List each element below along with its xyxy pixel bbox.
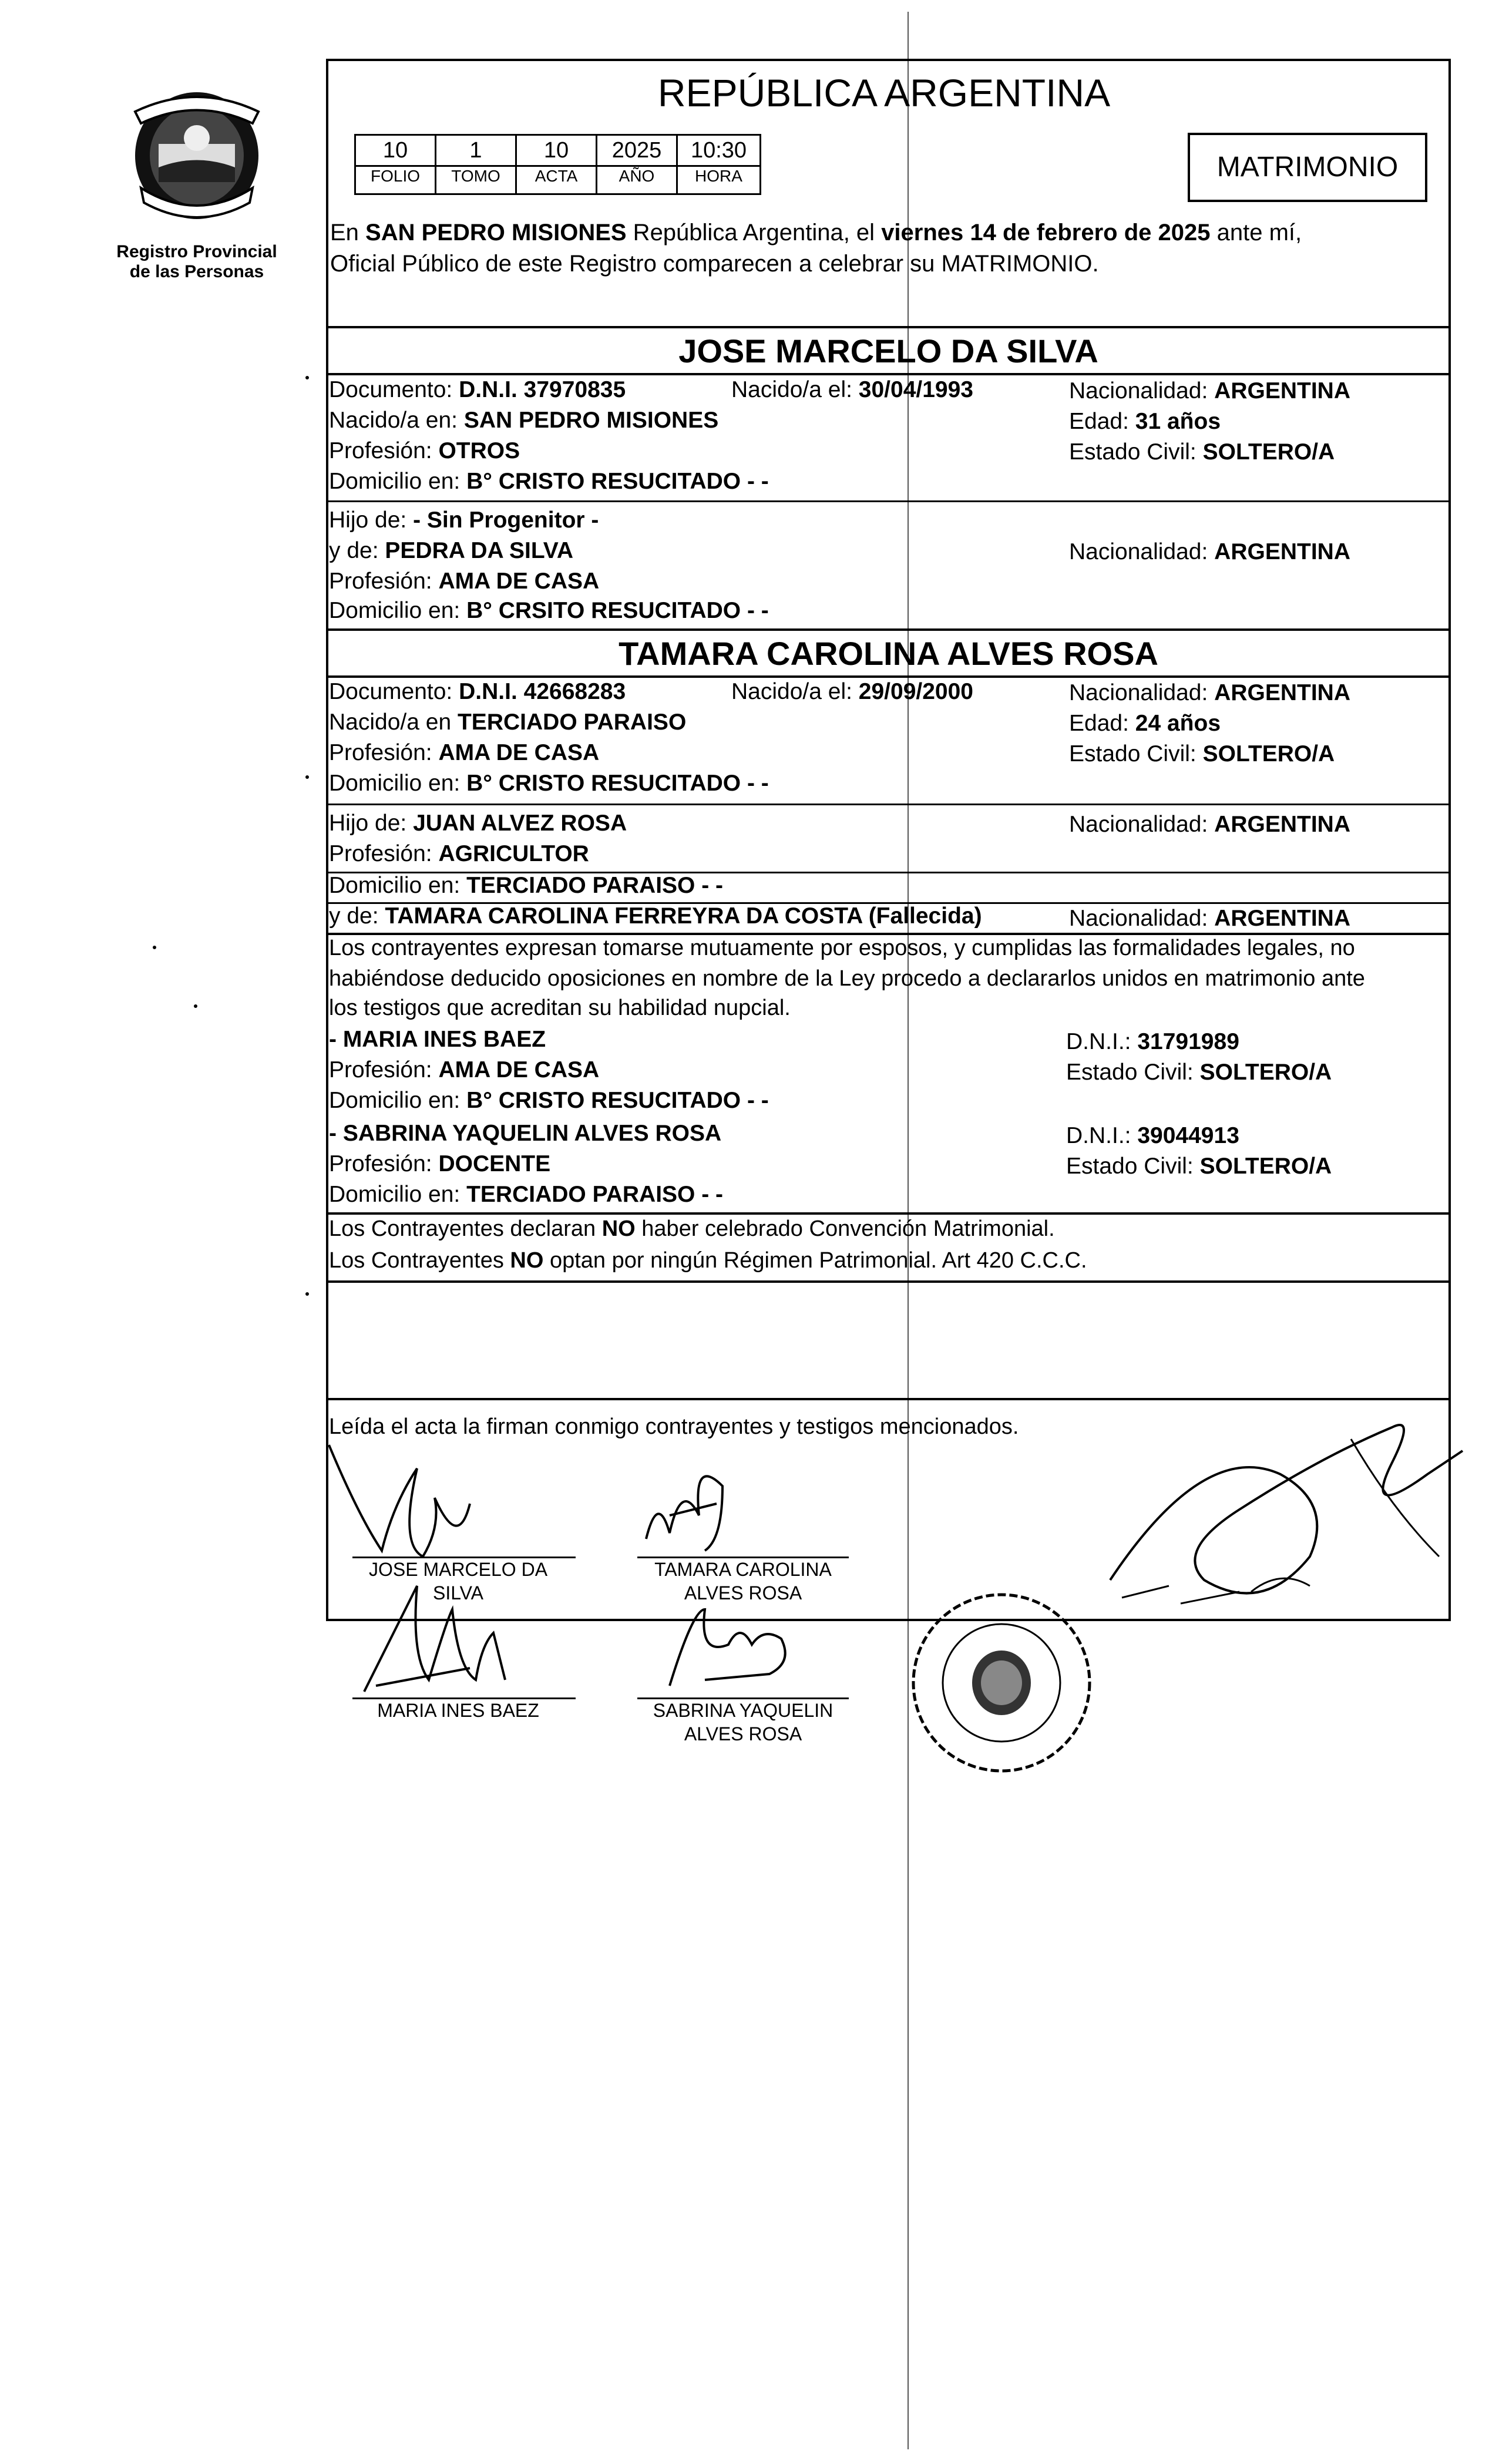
value: AGRICULTOR [438, 841, 589, 866]
label: Domicilio en: [329, 873, 461, 898]
logo-line-1: Registro Provincial [116, 242, 277, 261]
field-value: 10:30 [678, 136, 759, 167]
intro-line-1 [330, 219, 1302, 247]
value: AMA DE CASA [438, 569, 600, 594]
groom-age [1069, 408, 1221, 436]
bride-address [329, 769, 769, 798]
logo-caption [106, 242, 288, 282]
value: B° CRSITO RESUCITADO - - [466, 598, 769, 623]
regime-line-2 [329, 1246, 1087, 1275]
value: TERCIADO PARAISO [457, 710, 687, 735]
signature-label-line: ALVES ROSA [684, 1723, 802, 1744]
intro-date: viernes 14 de febrero de 2025 [881, 220, 1211, 246]
field-tomo [435, 134, 517, 195]
document-type-box: MATRIMONIO [1188, 133, 1427, 202]
witness-1-name: - MARIA INES BAEZ [329, 1027, 546, 1052]
field-label: FOLIO [370, 167, 420, 185]
signature-4-scribble [670, 1609, 785, 1686]
signature-label-line: ALVES ROSA [684, 1582, 802, 1604]
groom-parent-2-address [329, 597, 769, 625]
label: Hijo de: [329, 811, 407, 836]
value: SOLTERO/A [1202, 439, 1335, 465]
value: 31 años [1135, 409, 1221, 434]
label: Profesión: [329, 1151, 432, 1176]
bride-profession [329, 739, 599, 767]
value: 29/09/2000 [858, 679, 973, 704]
label: Documento: [329, 679, 453, 704]
label: Profesión: [329, 740, 432, 765]
label: Domicilio en: [329, 771, 461, 796]
field-value: 2025 [597, 136, 676, 167]
value: DOCENTE [438, 1151, 551, 1176]
declaration-line-2: habiéndose deducido oposiciones en nombre de la Ley procedo a declararlos unidos en matrimonio ante [329, 966, 1365, 991]
label: Nacido/a el: [731, 377, 852, 402]
label: Nacionalidad: [1069, 812, 1208, 837]
bride-civil-status [1069, 740, 1335, 768]
signature-1-scribble [329, 1445, 470, 1557]
label: Nacido/a en [329, 710, 452, 735]
groom-birth-place [329, 406, 718, 435]
signature-label-line: TAMARA CAROLINA [654, 1559, 832, 1580]
logo-line-2: de las Personas [129, 262, 264, 281]
witness-1-profession [329, 1056, 599, 1084]
section-divider [326, 373, 1451, 375]
signature-label-witness-1 [341, 1699, 576, 1722]
value: SAN PEDRO MISIONES [463, 408, 719, 433]
value: PEDRA DA SILVA [385, 538, 574, 563]
label: Estado Civil: [1069, 741, 1196, 767]
text-bold: NO [601, 1216, 636, 1241]
signature-label-line: SABRINA YAQUELIN [653, 1700, 833, 1721]
field-hora [676, 134, 761, 195]
signature-label-line: MARIA INES BAEZ [377, 1700, 539, 1721]
label: Estado Civil: [1066, 1154, 1194, 1179]
bride-parent-2 [329, 902, 982, 930]
official-signature-icon [1087, 1404, 1468, 1650]
logo [117, 88, 276, 288]
signature-2-scribble [646, 1476, 722, 1551]
value: AMA DE CASA [438, 1057, 600, 1083]
value: B° CRISTO RESUCITADO - - [466, 1088, 769, 1113]
signature-label-bride [628, 1558, 858, 1605]
bride-parent-1-nationality [1069, 811, 1350, 839]
value: JUAN ALVEZ ROSA [413, 811, 627, 836]
witness-1-address [329, 1087, 769, 1115]
margin-speck [305, 775, 309, 779]
value: ARGENTINA [1214, 378, 1351, 404]
groom-document [329, 376, 626, 404]
value: TERCIADO PARAISO - - [466, 873, 724, 898]
groom-address [329, 468, 769, 496]
value: - Sin Progenitor - [413, 507, 599, 533]
witness-2-profession [329, 1150, 550, 1178]
value: AMA DE CASA [438, 740, 600, 765]
bride-document [329, 678, 626, 706]
label: Estado Civil: [1066, 1060, 1194, 1085]
label: D.N.I.: [1066, 1029, 1131, 1054]
value: B° CRISTO RESUCITADO - - [466, 771, 769, 796]
regime-line-1 [329, 1215, 1055, 1243]
label: Profesión: [329, 841, 432, 866]
bride-name: TAMARA CAROLINA ALVES ROSA [619, 635, 1158, 672]
bride-birth-date [731, 678, 973, 706]
label: Profesión: [329, 569, 432, 594]
witness-2-name: - SABRINA YAQUELIN ALVES ROSA [329, 1121, 722, 1146]
field-label: ACTA [535, 167, 578, 185]
label: Nacido/a en: [329, 408, 458, 433]
intro-text: República Argentina, el [626, 220, 882, 246]
groom-parent-2 [329, 537, 573, 565]
label: D.N.I.: [1066, 1123, 1131, 1148]
value: SOLTERO/A [1202, 741, 1335, 767]
label: Nacionalidad: [1069, 680, 1208, 705]
label: Nacionalidad: [1069, 378, 1208, 404]
intro-line-2: Oficial Público de este Registro comparecen a celebrar su MATRIMONIO. [330, 251, 1099, 277]
value: SOLTERO/A [1199, 1154, 1332, 1179]
value: 31791989 [1137, 1029, 1239, 1054]
declaration-line-1: Los contrayentes expresan tomarse mutuamente por esposos, y cumplidas las formalidades legales, no [329, 936, 1355, 960]
groom-parent-2-nationality [1069, 538, 1350, 566]
signature-label-line: JOSE MARCELO DA [368, 1559, 548, 1580]
section-divider [326, 804, 1451, 805]
section-divider [326, 1280, 1451, 1283]
label: Estado Civil: [1069, 439, 1196, 465]
signature-label-witness-2 [628, 1699, 858, 1746]
intro-place: SAN PEDRO MISIONES [365, 220, 627, 246]
value: TAMARA CAROLINA FERREYRA DA COSTA (Fallecida) [385, 903, 982, 929]
groom-birth-date [731, 376, 973, 404]
label: Documento: [329, 377, 453, 402]
groom-parent-1 [329, 506, 599, 535]
field-value: 10 [356, 136, 435, 167]
value: 30/04/1993 [858, 377, 973, 402]
bride-age [1069, 710, 1221, 738]
field-anio [596, 134, 678, 195]
margin-speck [153, 946, 156, 949]
field-acta [515, 134, 597, 195]
label: Profesión: [329, 438, 432, 463]
label: Nacionalidad: [1069, 539, 1208, 564]
groom-nationality [1069, 377, 1350, 405]
label: Domicilio en: [329, 598, 461, 623]
section-divider [326, 628, 1451, 631]
text: Los Contrayentes [329, 1248, 510, 1273]
field-label: TOMO [451, 167, 500, 185]
bride-parent-1-profession [329, 840, 589, 868]
label: y de: [329, 903, 379, 929]
label: Domicilio en: [329, 469, 461, 494]
value: ARGENTINA [1214, 812, 1351, 837]
text: Los Contrayentes declaran [329, 1216, 602, 1241]
intro-text: ante mí, [1210, 220, 1302, 246]
margin-speck [194, 1004, 197, 1008]
groom-parent-2-profession [329, 567, 599, 596]
value: D.N.I. 42668283 [459, 679, 626, 704]
page-title: REPÚBLICA ARGENTINA [657, 71, 1111, 115]
text-bold: NO [510, 1248, 544, 1273]
section-divider [326, 1398, 1451, 1400]
section-divider [326, 500, 1451, 502]
value: ARGENTINA [1214, 906, 1351, 931]
value: OTROS [438, 438, 520, 463]
text: optan por ningún Régimen Patrimonial. Art 420 C.C.C. [543, 1248, 1087, 1273]
intro-text: En [330, 220, 366, 246]
margin-speck [305, 1292, 309, 1296]
value: ARGENTINA [1214, 680, 1351, 705]
bride-parent-1 [329, 809, 627, 838]
groom-name: JOSE MARCELO DA SILVA [678, 332, 1098, 369]
value: 39044913 [1137, 1123, 1239, 1148]
groom-civil-status [1069, 438, 1335, 466]
witness-2-civil-status [1066, 1152, 1332, 1181]
label: Hijo de: [329, 507, 407, 533]
witness-1-dni [1066, 1028, 1239, 1056]
field-label: HORA [695, 167, 742, 185]
bride-parent-1-address [329, 872, 723, 900]
value: 24 años [1135, 711, 1221, 736]
section-divider [326, 326, 1451, 328]
value: ARGENTINA [1214, 539, 1351, 564]
value: D.N.I. 37970835 [459, 377, 626, 402]
label: Nacido/a el: [731, 679, 852, 704]
bride-nationality [1069, 679, 1350, 707]
label: Domicilio en: [329, 1088, 461, 1113]
declaration-line-3: los testigos que acreditan su habilidad nupcial. [329, 996, 791, 1020]
value: B° CRISTO RESUCITADO - - [466, 469, 769, 494]
witness-1-civil-status [1066, 1058, 1332, 1087]
bride-birth-place [329, 708, 686, 737]
witness-2-address [329, 1181, 723, 1209]
field-value: 1 [436, 136, 515, 167]
province-emblem-icon [117, 88, 276, 223]
text: haber celebrado Convención Matrimonial. [635, 1216, 1055, 1241]
field-label: AÑO [619, 167, 655, 185]
witness-2-dni [1066, 1122, 1239, 1150]
label: Domicilio en: [329, 1182, 461, 1207]
value: TERCIADO PARAISO - - [466, 1182, 724, 1207]
signature-label-groom [341, 1558, 576, 1605]
label: Edad: [1069, 711, 1129, 736]
margin-speck [305, 376, 309, 379]
label: Edad: [1069, 409, 1129, 434]
field-folio [354, 134, 436, 195]
closing-text: Leída el acta la firman conmigo contrayentes y testigos mencionados. [329, 1414, 1019, 1439]
bride-parent-2-nationality [1069, 905, 1350, 933]
signature-label-line: SILVA [433, 1582, 483, 1604]
label: Profesión: [329, 1057, 432, 1083]
label: y de: [329, 538, 379, 563]
field-value: 10 [517, 136, 596, 167]
value: SOLTERO/A [1199, 1060, 1332, 1085]
label: Nacionalidad: [1069, 906, 1208, 931]
official-seal-icon [905, 1586, 1098, 1780]
groom-profession [329, 437, 520, 465]
